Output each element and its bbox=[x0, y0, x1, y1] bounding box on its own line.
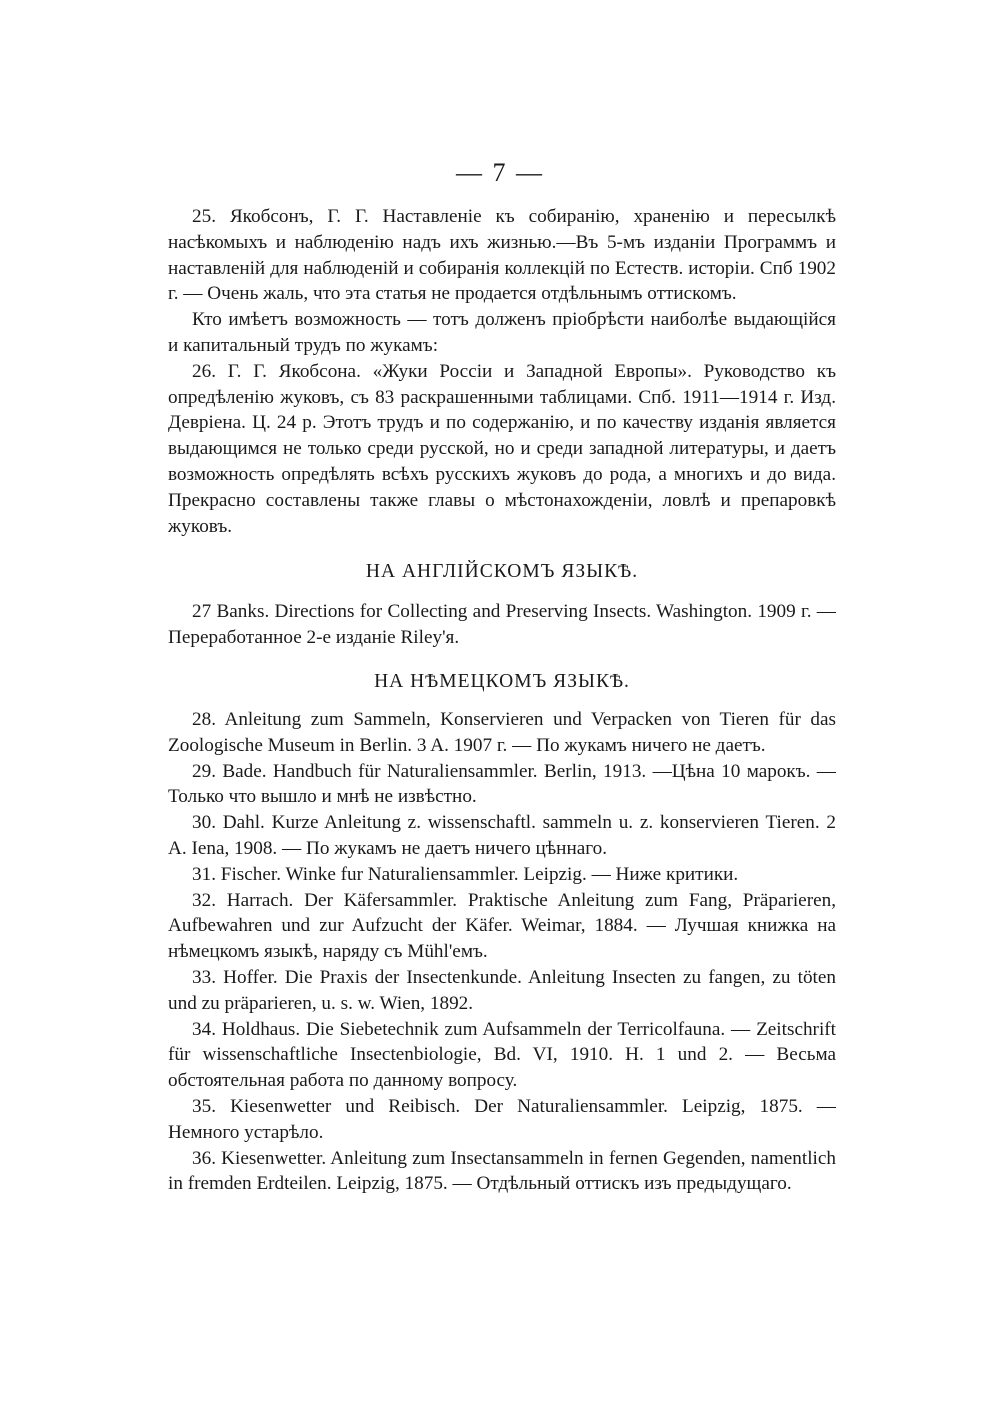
entry-25: 25. Якобсонъ, Г. Г. Наставленіе къ собиранію, храненію и пересылкѣ насѣкомыхъ и наблюденію надъ ихъ жизнью.—Въ 5-мъ изданіи Программъ и наставленій для наблюденій и собиранія коллекцій по Естеств. исторіи. Спб 1902 г. — Очень жаль, что эта статья не продается отдѣльнымъ оттискомъ. bbox=[168, 206, 836, 305]
intro-paragraph: Кто имѣетъ возможность — тотъ долженъ пріобрѣсти наиболѣе выдающійся и капитальный трудъ по жукамъ: bbox=[168, 309, 836, 356]
section-heading-english: НА АНГЛІЙСКОМЪ ЯЗЫКѢ. bbox=[365, 561, 639, 583]
entry-27: 27 Banks. Directions for Collecting and Preserving Insects. Washington. 1909 г. — Переработанное 2-е изданіе Riley'я. bbox=[168, 601, 836, 649]
entry-28: 28. Anleitung zum Sammeln, Konservieren und Verpacken von Tieren für das Zoologische Museum in Berlin. 3 A. 1907 г. — По жукамъ ничего не даетъ. bbox=[168, 708, 836, 756]
entry-35: 35. Kiesenwetter und Reibisch. Der Naturaliensammler. Leipzig, 1875. — Немного устарѣло. bbox=[168, 1095, 836, 1143]
entry-33: 33. Hoffer. Die Praxis der Insectenkunde. Anleitung Insecten zu fangen, zu töten und zu präparieren, u. s. w. Wien, 1892. bbox=[168, 966, 836, 1014]
entry-36: 36. Kiesenwetter. Anleitung zum Insectansammeln in fernen Gegenden, namentlich in fremden Erdteilen. Leipzig, 1875. — Отдѣльный оттискъ изъ предыдущаго. bbox=[168, 1147, 836, 1195]
page-body bbox=[168, 204, 836, 1197]
entry-32: 32. Harrach. Der Käfersammler. Praktische Anleitung zum Fang, Präparieren, Aufbewahren und zur Aufzucht der Käfer. Weimar, 1884. — Лучшая книжка на нѣмецкомъ языкѣ, наряду съ Mühl'емъ. bbox=[168, 889, 836, 963]
entry-26: 26. Г. Г. Якобсона. «Жуки Россіи и Западной Европы». Руководство къ опредѣленію жуковъ, съ 83 раскрашенными таблицами. Спб. 1911—1914 г. Изд. Девріена. Ц. 24 р. Этотъ трудъ и по содержанію, и по качеству изданія является выдающимся не только среди русской, но и среди западной литературы, и даетъ возможность опредѣлять всѣхъ русскихъ жуковъ до рода, а многихъ и до вида. Прекрасно составлены также главы о мѣстонахожденіи, ловлѣ и препаровкѣ жуковъ. bbox=[168, 360, 836, 537]
entry-34: 34. Holdhaus. Die Siebetechnik zum Aufsammeln der Terricolfauna. — Zeitschrift für wissenschaftliche Insectenbiologie, Bd. VI, 1910. H. 1 und 2. — Весьма обстоятельная работа по данному вопросу. bbox=[168, 1018, 836, 1092]
entry-29: 29. Bade. Handbuch für Naturaliensammler. Berlin, 1913. —Цѣна 10 марокъ. — Только что вышло и мнѣ не извѣстно. bbox=[168, 760, 836, 808]
entry-31: 31. Fischer. Winke fur Naturaliensammler. Leipzig. — Ниже критики. bbox=[192, 863, 739, 885]
page-number: — 7 — bbox=[456, 158, 544, 187]
section-heading-german: НА НѢМЕЦКОМЪ ЯЗЫКѢ. bbox=[374, 670, 630, 692]
entry-30: 30. Dahl. Kurze Anleitung z. wissenschaftl. sammeln u. z. konservieren Tieren. 2 A. Iena, 1908. — По жукамъ не даетъ ничего цѣннаго. bbox=[168, 812, 836, 859]
